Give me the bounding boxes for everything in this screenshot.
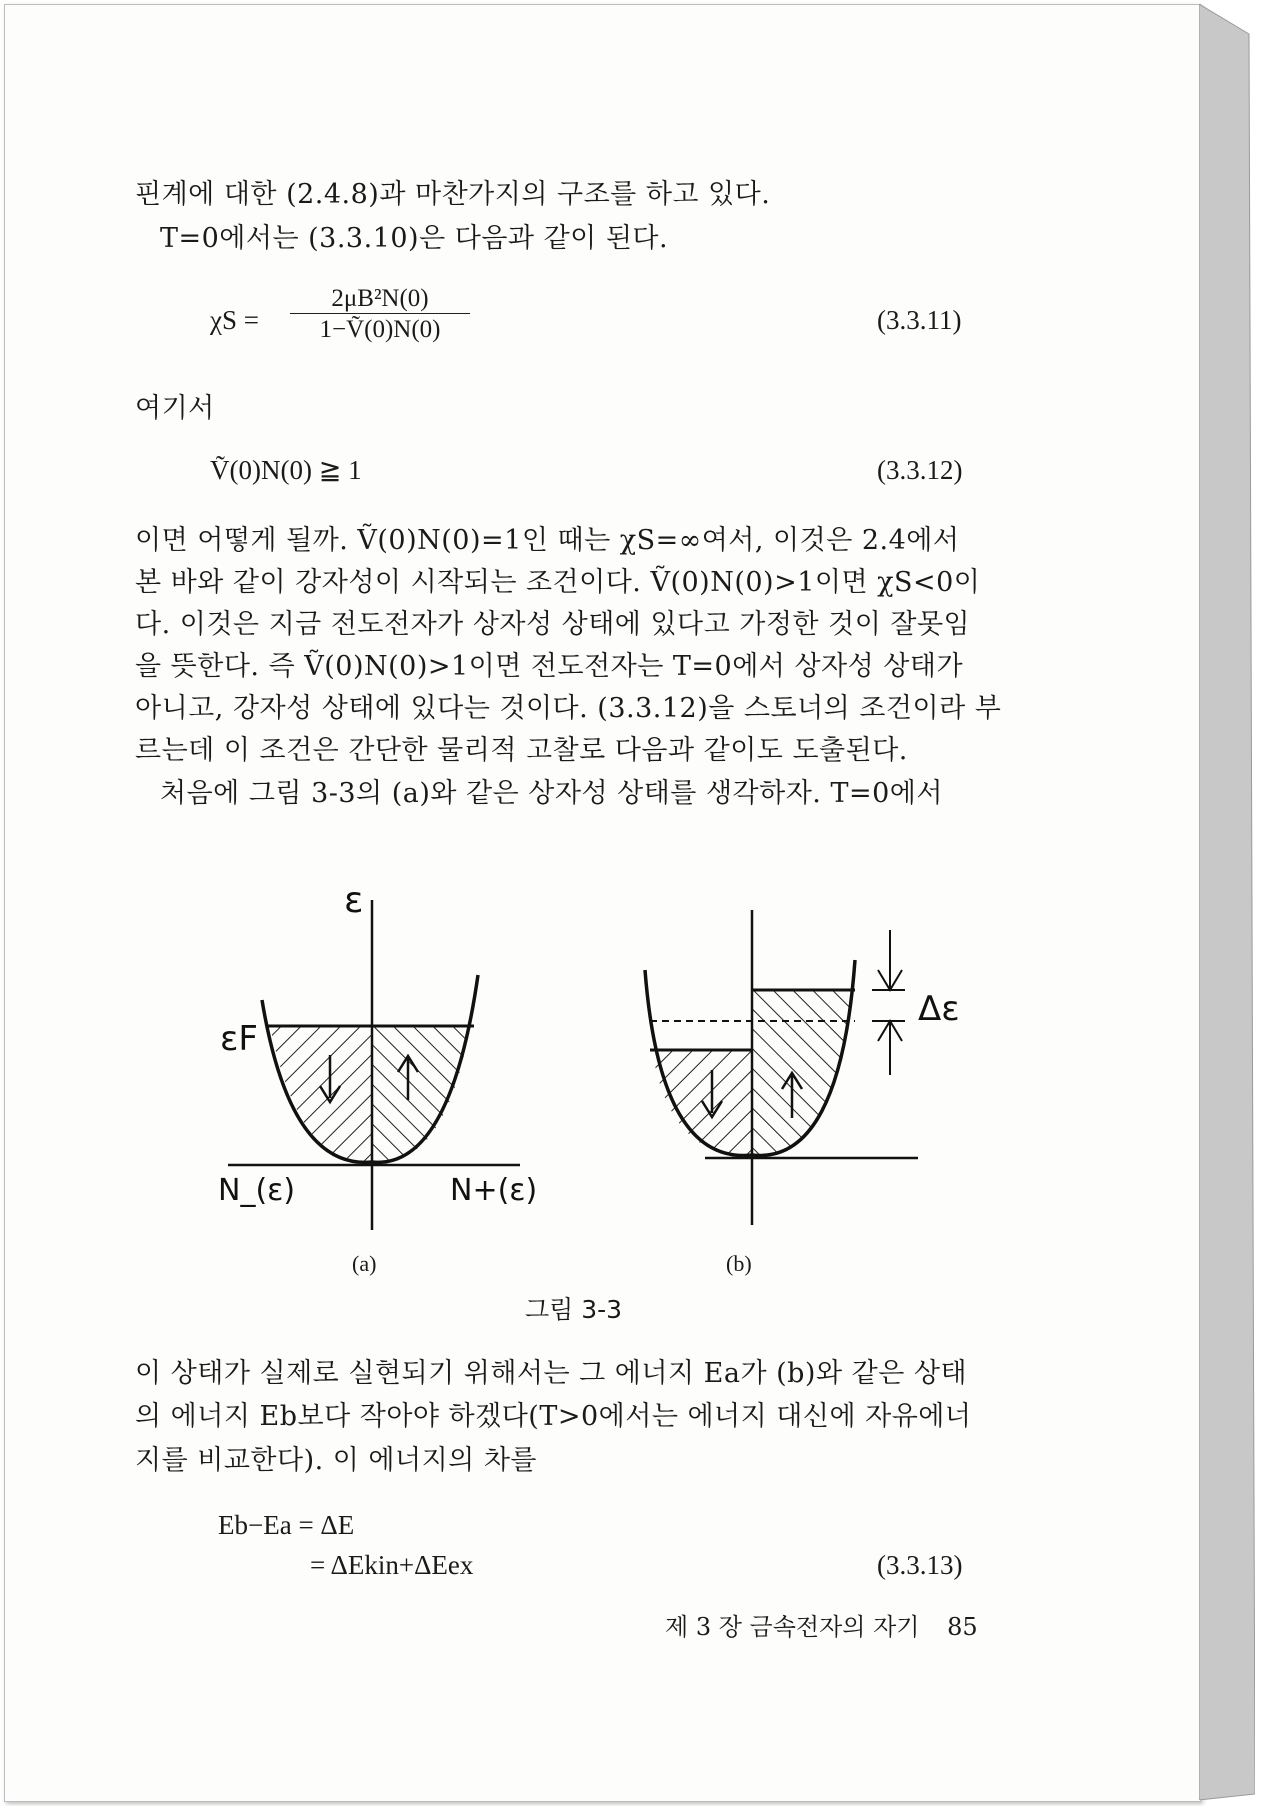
text-line: 핀계에 대한 (2.4.8)과 마찬가지의 구조를 하고 있다.	[135, 179, 771, 210]
running-footer	[665, 1607, 978, 1642]
fraction-denominator: 1−Ṽ(0)N(0)	[290, 313, 470, 344]
text-line: T=0에서는 (3.3.10)은 다음과 같이 된다.	[160, 223, 669, 254]
text-line: 르는데 이 조건은 간단한 물리적 고찰로 다음과 같이도 도출된다.	[135, 735, 908, 766]
text-line: 다. 이것은 지금 전도전자가 상자성 상태에 있다고 가정한 것이 잘못임	[135, 609, 971, 640]
equation: = ΔEkin+ΔEex	[310, 1550, 474, 1580]
chapter-title: 제 3 장 금속전자의 자기	[665, 1613, 920, 1641]
text-line: 을 뜻한다. 즉 Ṽ(0)N(0)>1이면 전도전자는 T=0에서 상자성 상태가	[135, 651, 964, 682]
text-line: 지를 비교한다). 이 에너지의 차를	[135, 1445, 538, 1476]
equation: Ṽ(0)N(0) ≧ 1	[210, 455, 362, 485]
figure-label-b: (b)	[726, 1251, 752, 1276]
delta-epsilon-label: Δε	[918, 989, 960, 1029]
page-number: 85	[947, 1613, 978, 1641]
figure-caption: 그림 3-3	[525, 1295, 623, 1324]
fermi-label: εF	[220, 1019, 258, 1059]
text-line: 본 바와 같이 강자성이 시작되는 조건이다. Ṽ(0)N(0)>1이면 χS<0이	[135, 567, 981, 598]
fraction-numerator: 2μB²N(0)	[331, 285, 429, 312]
text-line: 처음에 그림 3-3의 (a)와 같은 상자성 상태를 생각하자. T=0에서	[160, 778, 943, 809]
text-line: 이면 어떻게 될까. Ṽ(0)N(0)=1인 때는 χS=∞여서, 이것은 2.4에서	[135, 525, 960, 556]
figure-label-a: (a)	[352, 1251, 377, 1276]
page-edge	[1199, 4, 1255, 1800]
axis-label-epsilon: ε	[344, 880, 364, 921]
dos-plus-label: N+(ε)	[450, 1173, 538, 1208]
equation-fraction	[290, 285, 470, 344]
equation: Eb−Ea = ΔE	[218, 1510, 355, 1540]
dos-minus-label: N_(ε)	[218, 1173, 296, 1208]
equation-lhs: χS =	[210, 305, 259, 335]
equation-number: (3.3.13)	[877, 1550, 963, 1580]
equation-number: (3.3.12)	[877, 455, 963, 485]
book-page	[4, 4, 1201, 1802]
text-line: 여기서	[135, 393, 215, 424]
text-line: 아니고, 강자성 상태에 있다는 것이다. (3.3.12)을 스토너의 조건이라 부	[135, 693, 1002, 724]
equation-number: (3.3.11)	[877, 305, 962, 335]
text-line: 의 에너지 Eb보다 작아야 하겠다(T>0에서는 에너지 대신에 자유에너	[135, 1401, 972, 1432]
text-line: 이 상태가 실제로 실현되기 위해서는 그 에너지 Ea가 (b)와 같은 상태	[135, 1358, 968, 1389]
